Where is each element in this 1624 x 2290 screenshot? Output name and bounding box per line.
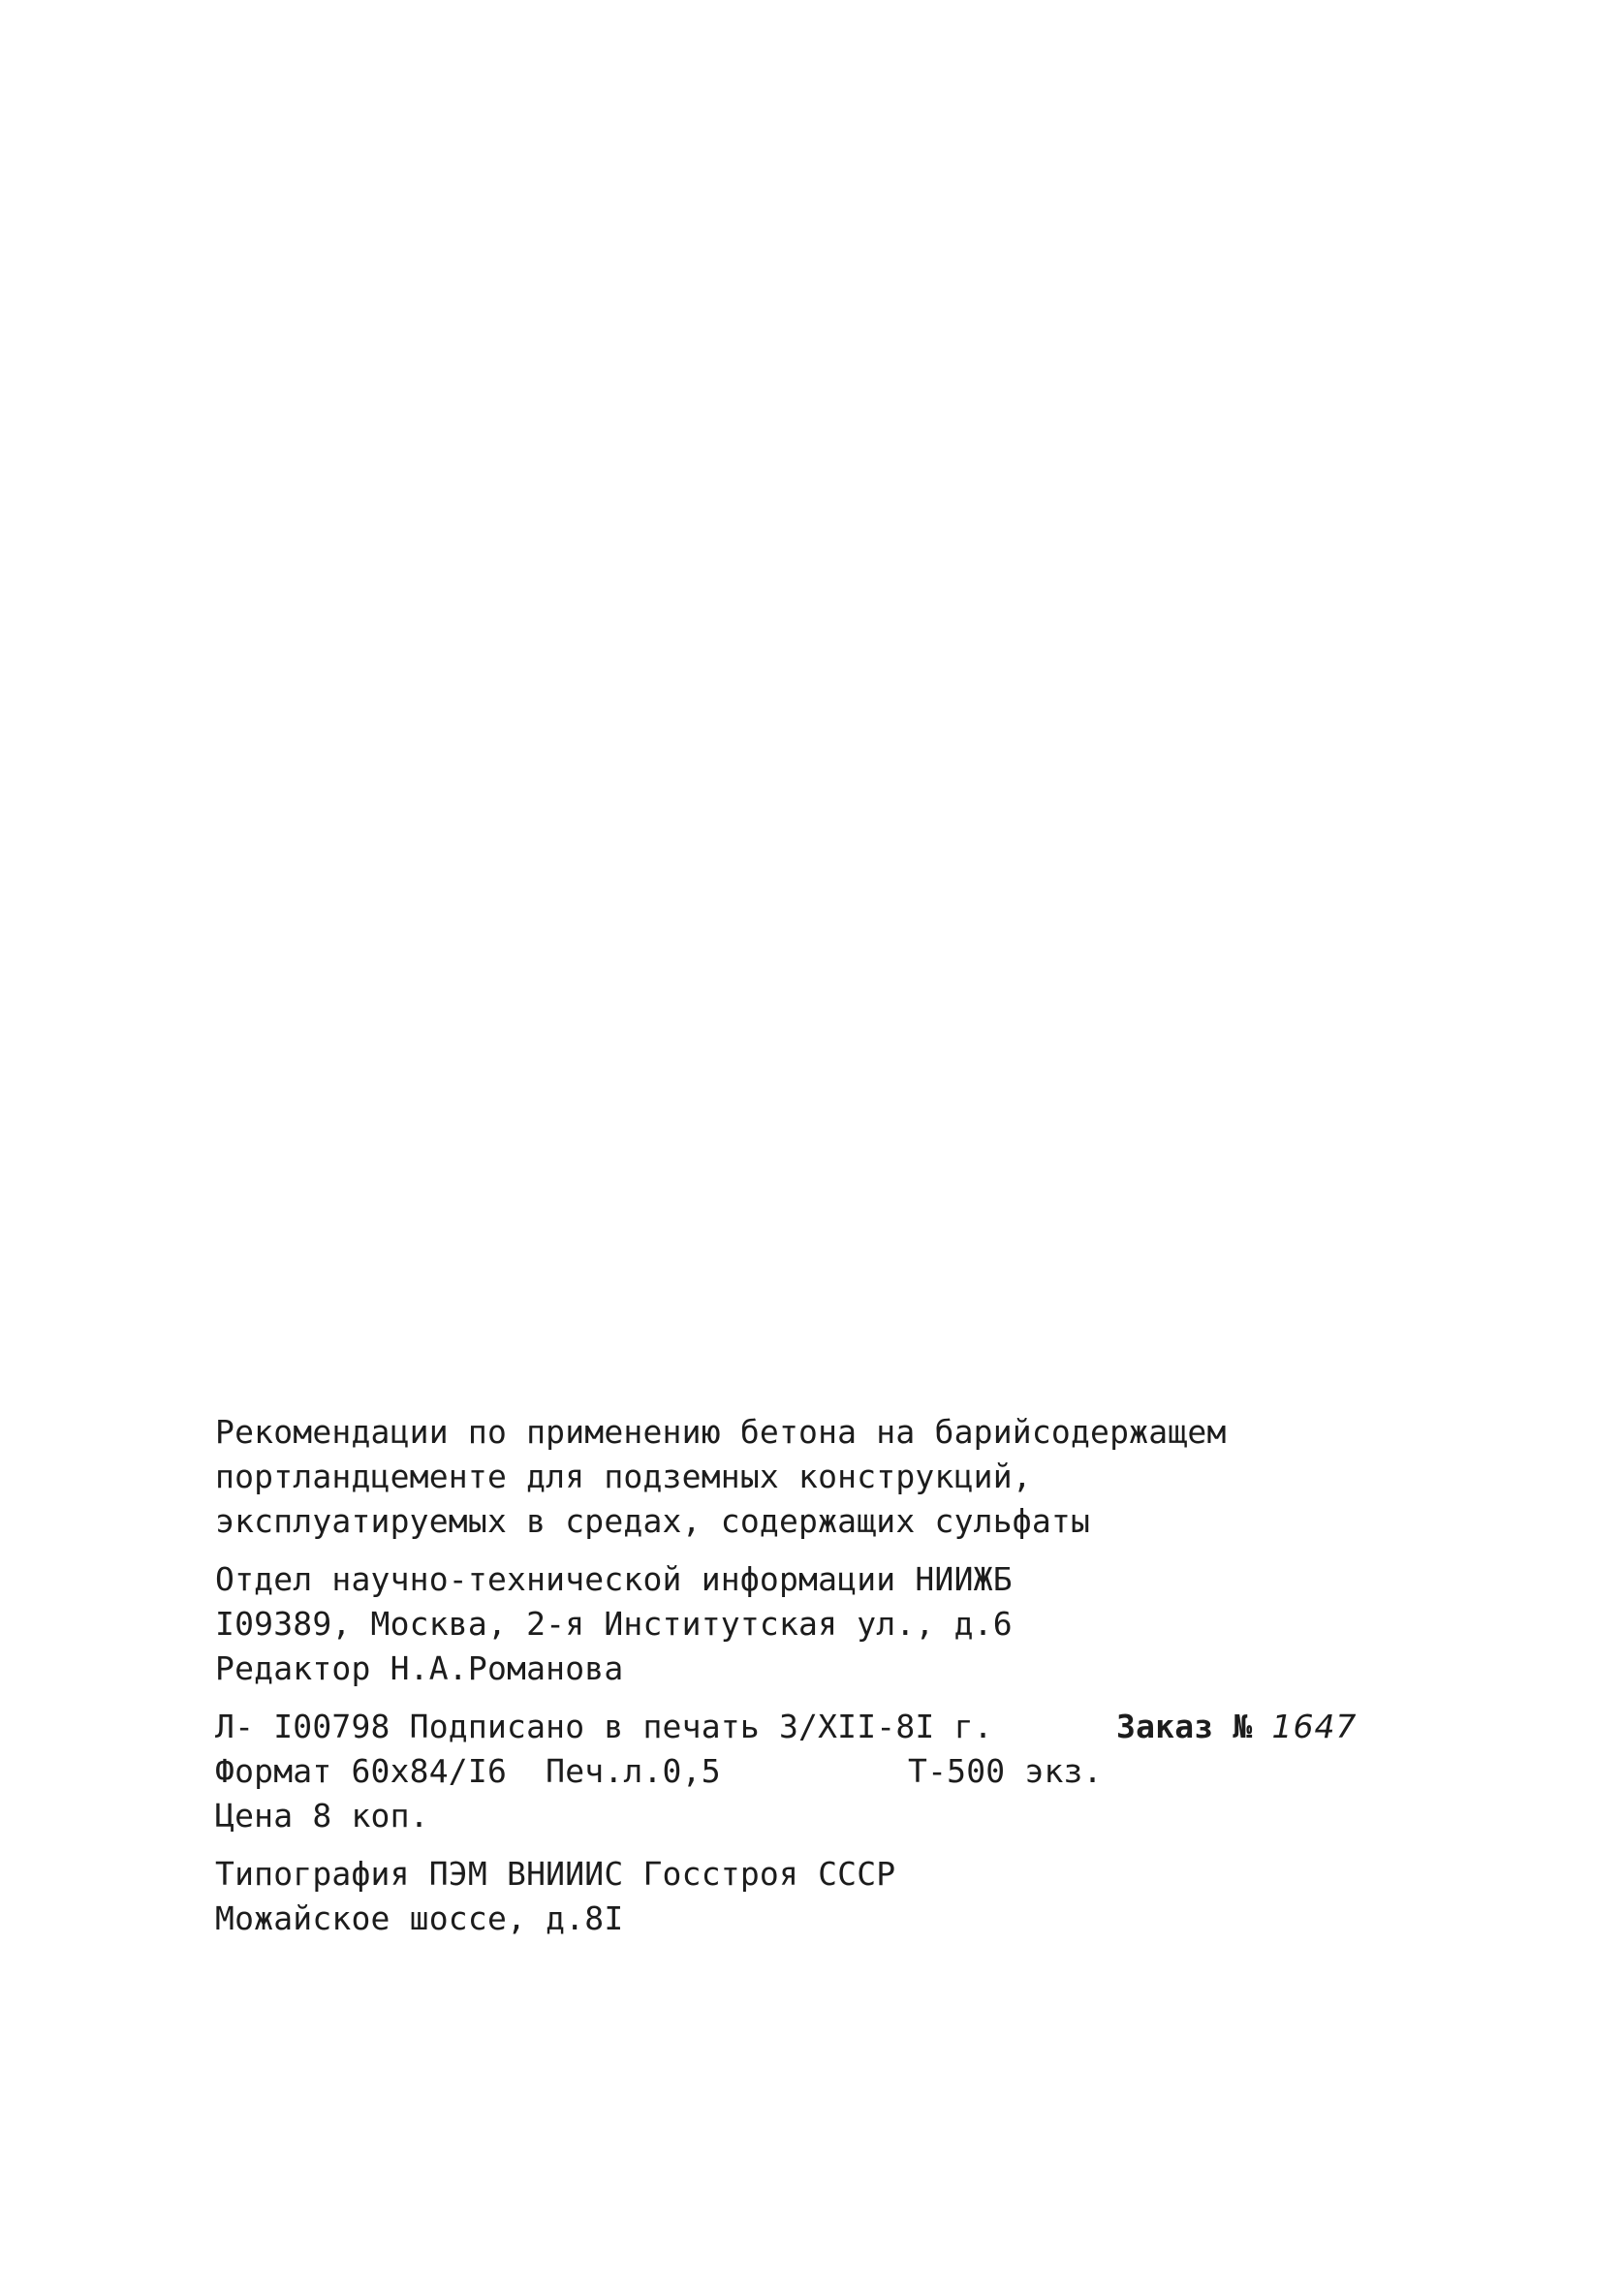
print-info-row xyxy=(215,1705,1359,1749)
print-info xyxy=(215,1705,1359,1838)
document-title xyxy=(215,1410,1359,1544)
publisher-address: I09389, Москва, 2-я Институтская ул., д.6 xyxy=(215,1605,1013,1643)
title-line: эксплуатируемых в средах, содержащих сульфаты xyxy=(215,1502,1091,1540)
colophon xyxy=(215,1410,1359,1955)
printing-house xyxy=(215,1852,1359,1941)
print-format: Формат 60х84/I6 Печ.л.0,5 xyxy=(215,1752,721,1790)
order-label: Заказ № xyxy=(1116,1708,1272,1745)
title-line: портландцементе для подземных конструкций, xyxy=(215,1458,1032,1495)
publisher-department: Отдел научно-технической информации НИИЖБ xyxy=(215,1560,1013,1598)
editor-name: Редактор Н.А.Романова xyxy=(215,1649,624,1687)
order-number xyxy=(1116,1705,1358,1749)
order-number-value: 1647 xyxy=(1271,1708,1358,1745)
printing-house-name: Типография ПЭМ ВНИИИС Госстроя СССР xyxy=(215,1855,896,1893)
license-signed: Л- I00798 Подписано в печать 3/XII-8I г. xyxy=(215,1708,993,1745)
printing-house-address: Можайское шоссе, д.8I xyxy=(215,1899,624,1937)
print-run: Т-500 экз. xyxy=(908,1752,1103,1790)
print-info-row xyxy=(215,1749,1359,1794)
publisher-info xyxy=(215,1557,1359,1691)
title-line: Рекомендации по применению бетона на барийсодержащем xyxy=(215,1413,1227,1451)
price: Цена 8 коп. xyxy=(215,1797,429,1835)
